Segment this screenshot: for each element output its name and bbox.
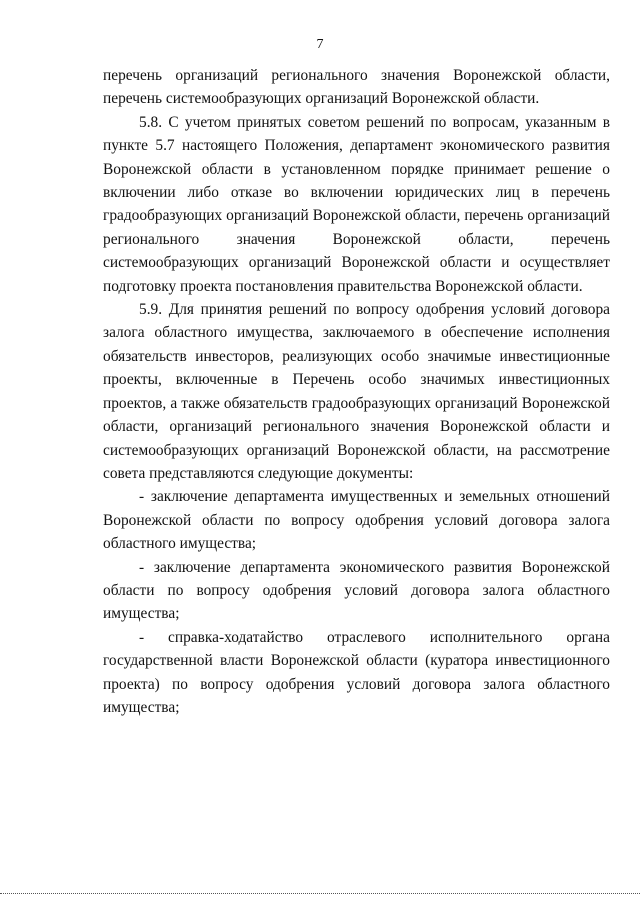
paragraph-5-8-continued: системообразующих организаций Воронежской области и осуществляет подготовку проекта постановления правительства Воронежской области. (103, 254, 610, 295)
paragraph-5-8: 5.8. С учетом принятых советом решений по вопросам, указанным в пункте 5.7 настоящего Положения, департамент экономического развития Воронежской области в установленном порядке принимает решение о включении либо отказе во включении юридических лиц в перечень градообразующих организаций Воронежской области, перечень организаций регионального значения Воронежской области, перечень (103, 113, 610, 248)
paragraph-carryover: перечень организаций регионального значения Воронежской области, перечень системообразующих организаций Воронежской области. (103, 67, 610, 108)
document-body (103, 64, 610, 719)
list-item-property-conclusion: - заключение департамента имущественных и земельных отношений Воронежской области по вопросу одобрения условий договора залога областного имущества; (103, 488, 610, 553)
scan-bottom-edge (0, 893, 640, 894)
paragraph-5-9: 5.9. Для принятия решений по вопросу одобрения условий договора залога областного имущества, заключаемого в обеспечение исполнения обязательств инвесторов, реализующих особо значимые инвестиционные проекты, включенные в Перечень особо значимых инвестиционных проектов, а также обязательств градообразующих организаций Воронежской области, организаций регионального значения Воронежской области и системообразующих организаций Воронежской области, на рассмотрение совета представляются следующие документы: (103, 301, 610, 482)
list-item-economic-conclusion: - заключение департамента экономического развития Воронежской области по вопросу одобрения условий договора залога областного имущества; (103, 558, 610, 623)
list-item-petition-certificate: - справка-ходатайство отраслевого исполнительного органа государственной власти Воронежской области (куратора инвестиционного проекта) по вопросу одобрения условий договора залога областного имущества; (103, 628, 610, 716)
page-number: 7 (316, 37, 324, 52)
